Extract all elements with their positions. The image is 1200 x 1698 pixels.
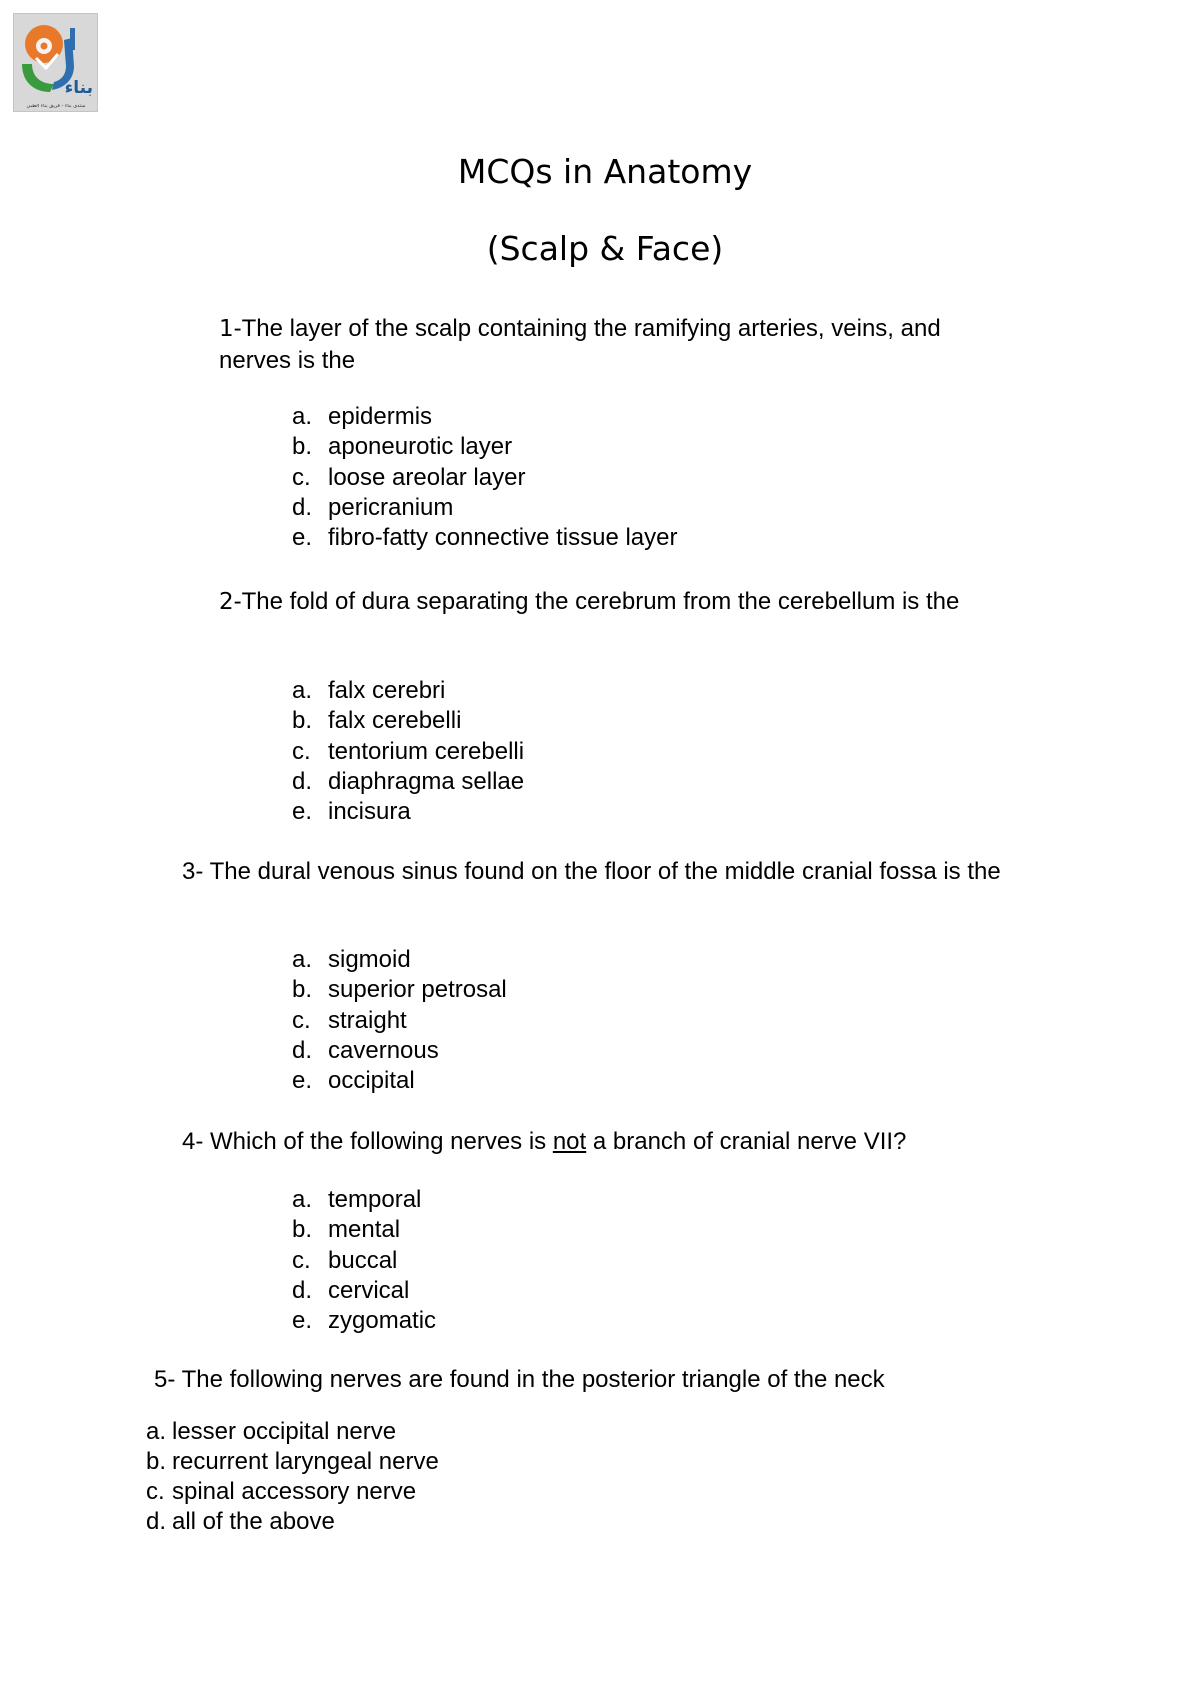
option-text: spinal accessory nerve [172,1478,417,1505]
question-1 [219,313,1019,377]
logo-left-hand-icon [22,64,54,92]
option-text: aponeurotic layer [328,433,513,461]
option-letter: c. [292,463,311,491]
question-number: 2 [219,589,234,615]
options-list-4 [292,1185,436,1336]
question-5: 5- The following nerves are found in the posterior triangle of the neck [154,1366,885,1393]
option-letter: b. [292,1216,313,1244]
option-item [292,706,524,736]
option-item [146,1417,439,1447]
option-text: pericranium [328,493,454,521]
question-text: a branch of cranial nerve VII? [586,1128,907,1155]
option-text: fibro-fatty connective tissue layer [328,524,678,552]
option-letter: d. [292,767,313,795]
option-letter: d. [292,493,313,521]
question-4 [182,1126,1082,1158]
option-letter: b. [292,707,313,735]
option-letter: a. [292,677,313,704]
option-letter: a. [146,1418,167,1445]
option-letter: e. [292,798,313,826]
option-text: occipital [328,1067,415,1095]
option-item [292,767,524,797]
option-text: diaphragma sellae [328,767,525,795]
option-letter: c. [146,1478,165,1505]
option-item [292,402,678,432]
option-letter: a. [292,946,313,973]
option-text: straight [328,1006,407,1034]
option-text: tentorium cerebelli [328,737,525,765]
option-item [292,1036,507,1066]
option-item [292,737,524,767]
option-item [292,523,678,553]
logo-arabic-text: بناء [64,78,93,98]
option-item [146,1477,439,1507]
option-letter: b. [292,976,313,1004]
option-text: lesser occipital nerve [172,1418,397,1445]
option-text: mental [328,1216,401,1244]
question-text: -The fold of dura separating the cerebrum from the cerebellum is the [233,588,960,615]
option-letter: b. [292,433,313,461]
option-letter: b. [146,1448,167,1475]
option-item [292,1215,436,1245]
question-2 [219,586,1019,618]
option-letter: a. [292,1186,313,1213]
option-text: all of the above [172,1508,335,1535]
option-text: incisura [328,798,411,826]
question-emphasis: not [552,1128,587,1155]
option-item [292,1306,436,1336]
option-item [292,432,678,462]
option-letter: d. [292,1036,313,1064]
option-letter: c. [292,1246,311,1274]
option-text: falx cerebelli [328,707,462,735]
option-text: sigmoid [328,946,411,973]
option-text: loose areolar layer [328,463,526,491]
options-list-1 [292,402,678,553]
option-item [292,493,678,523]
options-list-3 [292,945,507,1096]
option-item [146,1447,439,1477]
option-item [292,1276,436,1306]
option-text: recurrent laryngeal nerve [172,1448,439,1475]
option-item [292,797,524,827]
option-letter: d. [146,1508,167,1535]
question-text: 4- Which of the following nerves is [182,1128,553,1155]
option-item [292,1006,507,1036]
logo [13,13,98,112]
logo-graphic [14,14,99,113]
option-letter: e. [292,1307,313,1335]
option-letter: d. [292,1276,313,1304]
question-number: 1 [219,316,234,342]
page-title: MCQs in Anatomy [457,152,753,191]
option-item [292,676,524,706]
option-text: falx cerebri [328,677,446,704]
option-letter: c. [292,737,311,765]
logo-caption: منتدى بناء - فريق بناء الطبي [26,104,86,109]
options-list-5 [146,1417,439,1537]
option-text: epidermis [328,403,433,430]
option-text: temporal [328,1186,422,1213]
option-item [292,1246,436,1276]
option-text: superior petrosal [328,976,507,1004]
option-item [292,945,507,975]
option-text: cavernous [328,1036,439,1064]
option-letter: a. [292,403,313,430]
option-item [292,975,507,1005]
option-letter: c. [292,1006,311,1034]
option-letter: e. [292,524,313,552]
option-text: cervical [328,1276,410,1304]
question-3: 3- The dural venous sinus found on the floor of the middle cranial fossa is the [182,858,1001,885]
page-subtitle: (Scalp & Face) [486,229,724,268]
option-item [292,1066,507,1096]
option-text: buccal [328,1246,398,1274]
option-letter: e. [292,1067,313,1095]
question-text: -The layer of the scalp containing the ramifying arteries, veins, and nerves is the [219,315,941,374]
option-item [146,1507,439,1537]
option-text: zygomatic [328,1307,437,1335]
option-item [292,463,678,493]
options-list-2 [292,676,524,827]
option-item [292,1185,436,1215]
